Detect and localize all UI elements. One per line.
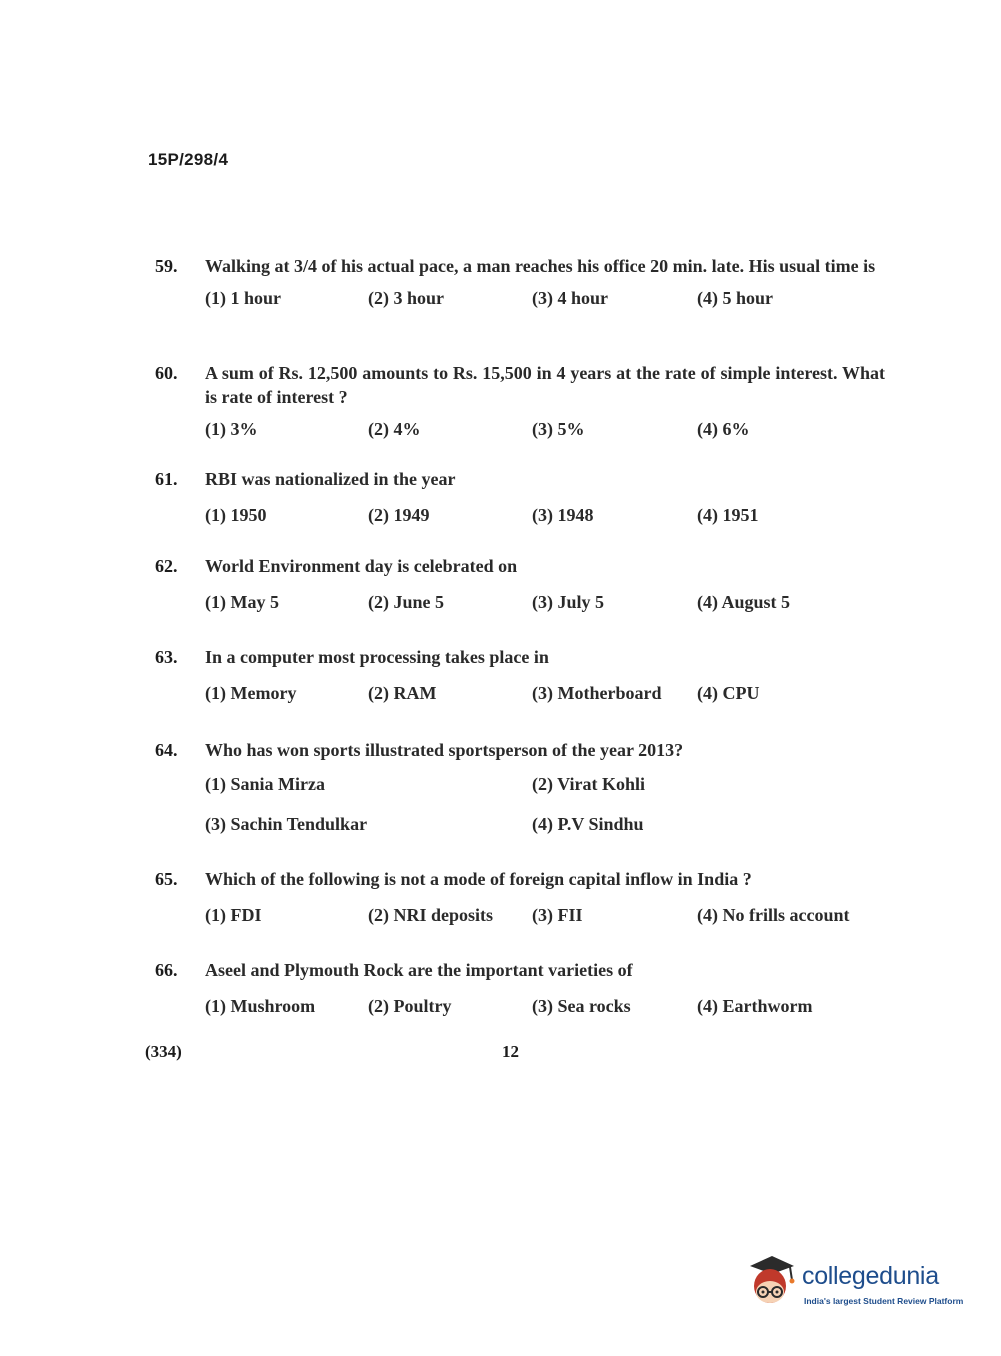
option-2: (2) Virat Kohli bbox=[532, 774, 645, 794]
question-text: World Environment day is celebrated on bbox=[205, 556, 518, 576]
option-3: (3) July 5 bbox=[532, 592, 604, 612]
option-4: (4) No frills account bbox=[697, 905, 850, 925]
question-text: Aseel and Plymouth Rock are the important varieties of bbox=[205, 960, 633, 980]
options-row bbox=[155, 419, 885, 445]
question-text: Who has won sports illustrated sportsperson of the year 2013? bbox=[205, 740, 684, 760]
footer-code: (334) bbox=[145, 1042, 182, 1061]
option-4: (4) 6% bbox=[697, 419, 750, 439]
question-number: 64. bbox=[155, 740, 178, 760]
option-2: (2) June 5 bbox=[368, 592, 444, 612]
option-2: (2) Poultry bbox=[368, 996, 452, 1016]
question-number: 66. bbox=[155, 960, 178, 980]
question-number: 60. bbox=[155, 363, 178, 383]
option-3: (3) FII bbox=[532, 905, 583, 925]
option-4: (4) August 5 bbox=[697, 592, 791, 612]
option-1: (1) Mushroom bbox=[205, 996, 316, 1016]
option-1: (1) Sania Mirza bbox=[205, 774, 325, 794]
question-65 bbox=[155, 867, 885, 931]
options-row bbox=[155, 996, 885, 1022]
option-2: (2) NRI deposits bbox=[368, 905, 494, 925]
options-row bbox=[155, 592, 885, 618]
brand-tagline: India's largest Student Review Platform bbox=[804, 1296, 964, 1306]
option-3: (3) 4 hour bbox=[532, 288, 608, 308]
question-60 bbox=[155, 361, 885, 445]
mascot-icon bbox=[742, 1252, 800, 1310]
question-64 bbox=[155, 738, 885, 840]
paper-code: 15P/298/4 bbox=[148, 150, 229, 169]
option-1: (1) May 5 bbox=[205, 592, 279, 612]
question-59 bbox=[155, 254, 885, 314]
question-text: Walking at 3/4 of his actual pace, a man reaches his office 20 min. late. His usual time is bbox=[205, 256, 876, 276]
brand-name: collegedunia bbox=[802, 1262, 939, 1290]
option-4: (4) CPU bbox=[697, 683, 760, 703]
question-number: 62. bbox=[155, 556, 178, 576]
options-row bbox=[155, 505, 885, 531]
option-2: (2) RAM bbox=[368, 683, 437, 703]
option-1: (1) Memory bbox=[205, 683, 297, 703]
collegedunia-logo bbox=[742, 1252, 972, 1312]
option-4: (4) Earthworm bbox=[697, 996, 813, 1016]
option-3: (3) Sachin Tendulkar bbox=[205, 814, 368, 834]
question-text: Which of the following is not a mode of foreign capital inflow in India ? bbox=[205, 869, 752, 889]
option-1: (1) 3% bbox=[205, 419, 258, 439]
option-3: (3) 1948 bbox=[532, 505, 594, 525]
question-number: 63. bbox=[155, 647, 178, 667]
option-4: (4) P.V Sindhu bbox=[532, 814, 644, 834]
question-text: RBI was nationalized in the year bbox=[205, 469, 456, 489]
question-number: 61. bbox=[155, 469, 178, 489]
option-2: (2) 4% bbox=[368, 419, 421, 439]
options-row bbox=[155, 814, 885, 840]
option-4: (4) 1951 bbox=[697, 505, 759, 525]
options-row bbox=[155, 683, 885, 709]
question-text: A sum of Rs. 12,500 amounts to Rs. 15,500 in 4 years at the rate of simple interest. What is rate of interest ? bbox=[205, 363, 885, 407]
page-number: 12 bbox=[502, 1042, 519, 1061]
options-row bbox=[155, 905, 885, 931]
question-number: 65. bbox=[155, 869, 178, 889]
options-row bbox=[155, 774, 885, 800]
option-2: (2) 3 hour bbox=[368, 288, 444, 308]
option-1: (1) 1 hour bbox=[205, 288, 281, 308]
options-row bbox=[155, 288, 885, 314]
option-3: (3) Sea rocks bbox=[532, 996, 631, 1016]
question-62 bbox=[155, 554, 885, 618]
option-3: (3) Motherboard bbox=[532, 683, 662, 703]
option-1: (1) 1950 bbox=[205, 505, 267, 525]
question-number: 59. bbox=[155, 256, 178, 276]
option-3: (3) 5% bbox=[532, 419, 585, 439]
question-63 bbox=[155, 645, 885, 709]
question-66 bbox=[155, 958, 885, 1022]
question-text: In a computer most processing takes place in bbox=[205, 647, 549, 667]
option-2: (2) 1949 bbox=[368, 505, 430, 525]
option-1: (1) FDI bbox=[205, 905, 262, 925]
question-61 bbox=[155, 467, 885, 531]
option-4: (4) 5 hour bbox=[697, 288, 773, 308]
